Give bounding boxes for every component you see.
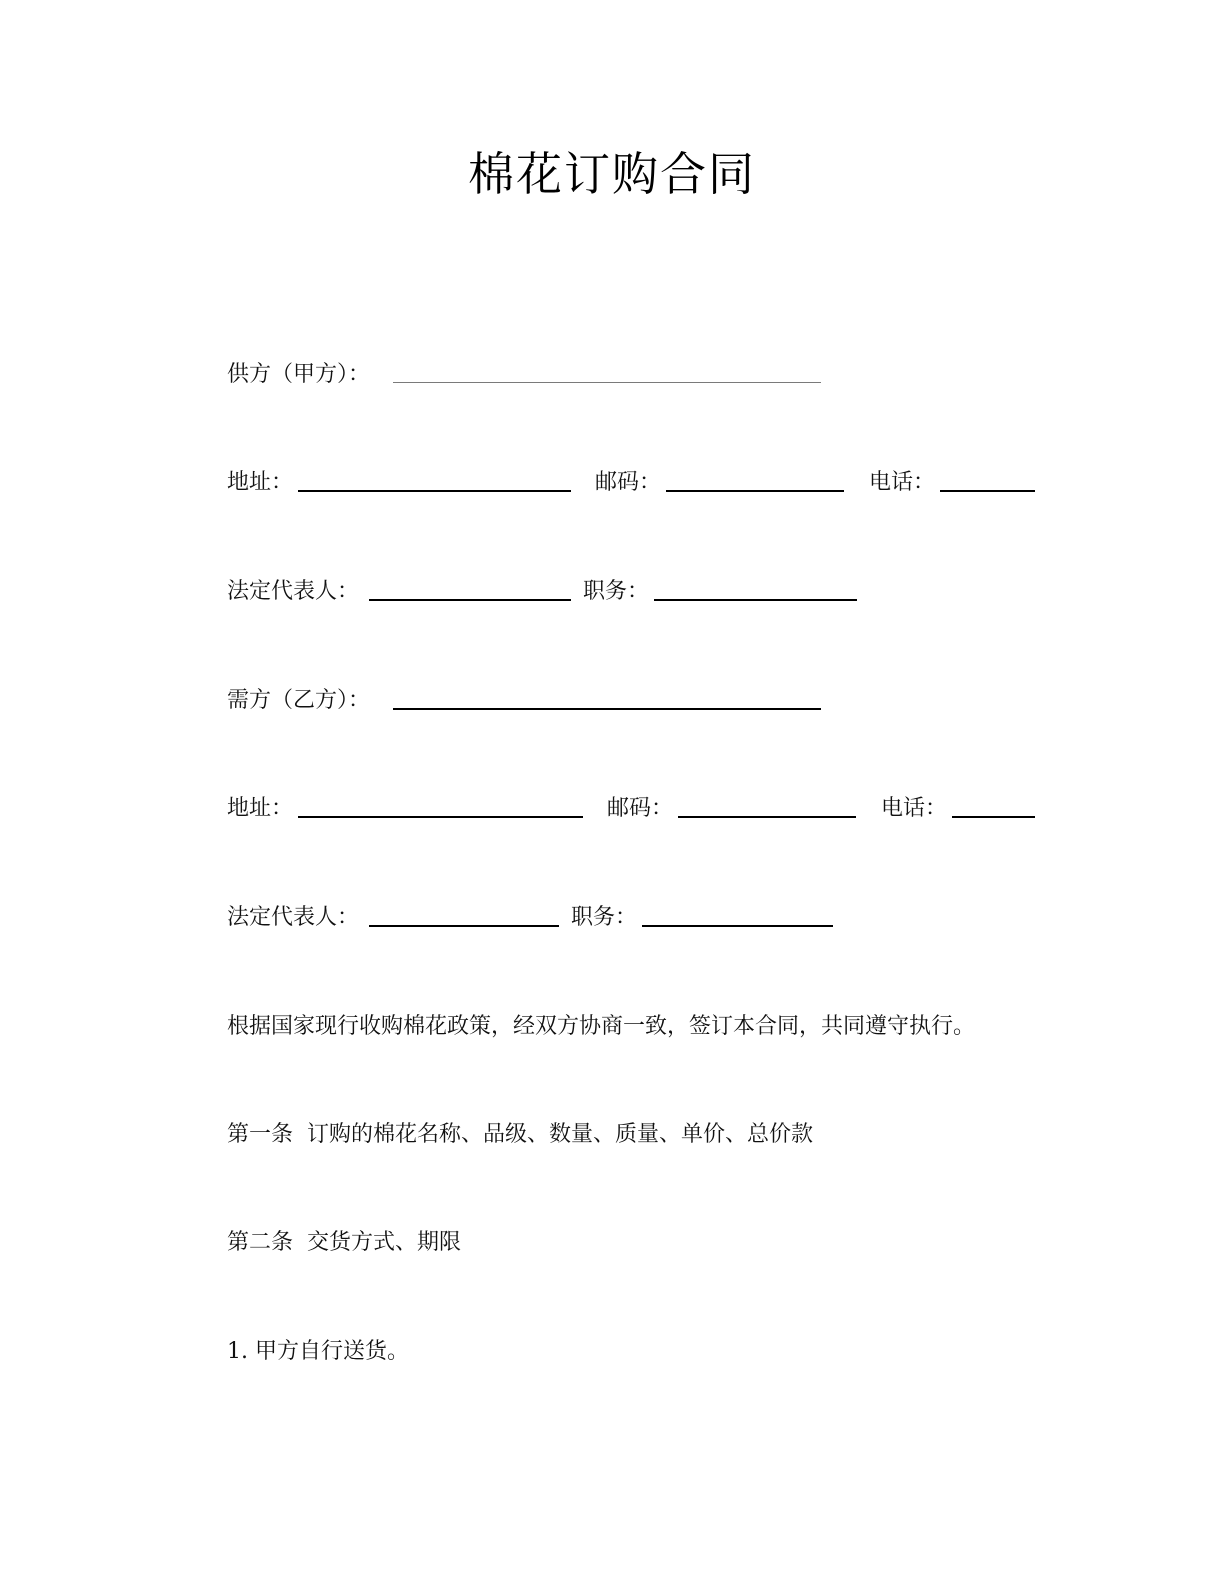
supplier-legal-rep-blank[interactable] xyxy=(369,599,571,601)
supplier-name-blank[interactable] xyxy=(393,382,821,383)
buyer-postcode-blank[interactable] xyxy=(678,816,856,818)
supplier-legal-rep-label: 法定代表人： xyxy=(227,579,360,604)
buyer-address-label: 地址： xyxy=(227,796,294,821)
supplier-position-label: 职务： xyxy=(583,579,650,604)
article-2-heading: 第二条 交货方式、期限 xyxy=(227,1230,461,1255)
supplier-postcode-label: 邮码： xyxy=(595,470,662,495)
buyer-label: 需方（乙方）： xyxy=(227,688,371,713)
supplier-position-blank[interactable] xyxy=(654,599,857,601)
item-1-text: 1. 甲方自行送货。 xyxy=(227,1339,409,1364)
supplier-address-blank[interactable] xyxy=(298,490,571,492)
buyer-legal-rep-blank[interactable] xyxy=(369,925,559,927)
buyer-name-blank[interactable] xyxy=(393,708,821,710)
buyer-legal-rep-label: 法定代表人： xyxy=(227,905,360,930)
supplier-postcode-blank[interactable] xyxy=(666,490,844,492)
supplier-label: 供方（甲方）： xyxy=(227,362,371,387)
document-title: 棉花订购合同 xyxy=(468,147,756,201)
buyer-phone-label: 电话： xyxy=(881,796,948,821)
buyer-address-blank[interactable] xyxy=(298,816,583,818)
article-1-heading: 第一条 订购的棉花名称、品级、数量、质量、单价、总价款 xyxy=(227,1122,813,1147)
buyer-phone-blank[interactable] xyxy=(952,816,1035,818)
buyer-position-blank[interactable] xyxy=(642,925,833,927)
buyer-position-label: 职务： xyxy=(571,905,638,930)
buyer-postcode-label: 邮码： xyxy=(607,796,674,821)
supplier-address-label: 地址： xyxy=(227,470,294,495)
supplier-phone-label: 电话： xyxy=(869,470,936,495)
preamble-text: 根据国家现行收购棉花政策，经双方协商一致，签订本合同，共同遵守执行。 xyxy=(227,1014,976,1039)
supplier-phone-blank[interactable] xyxy=(940,490,1035,492)
